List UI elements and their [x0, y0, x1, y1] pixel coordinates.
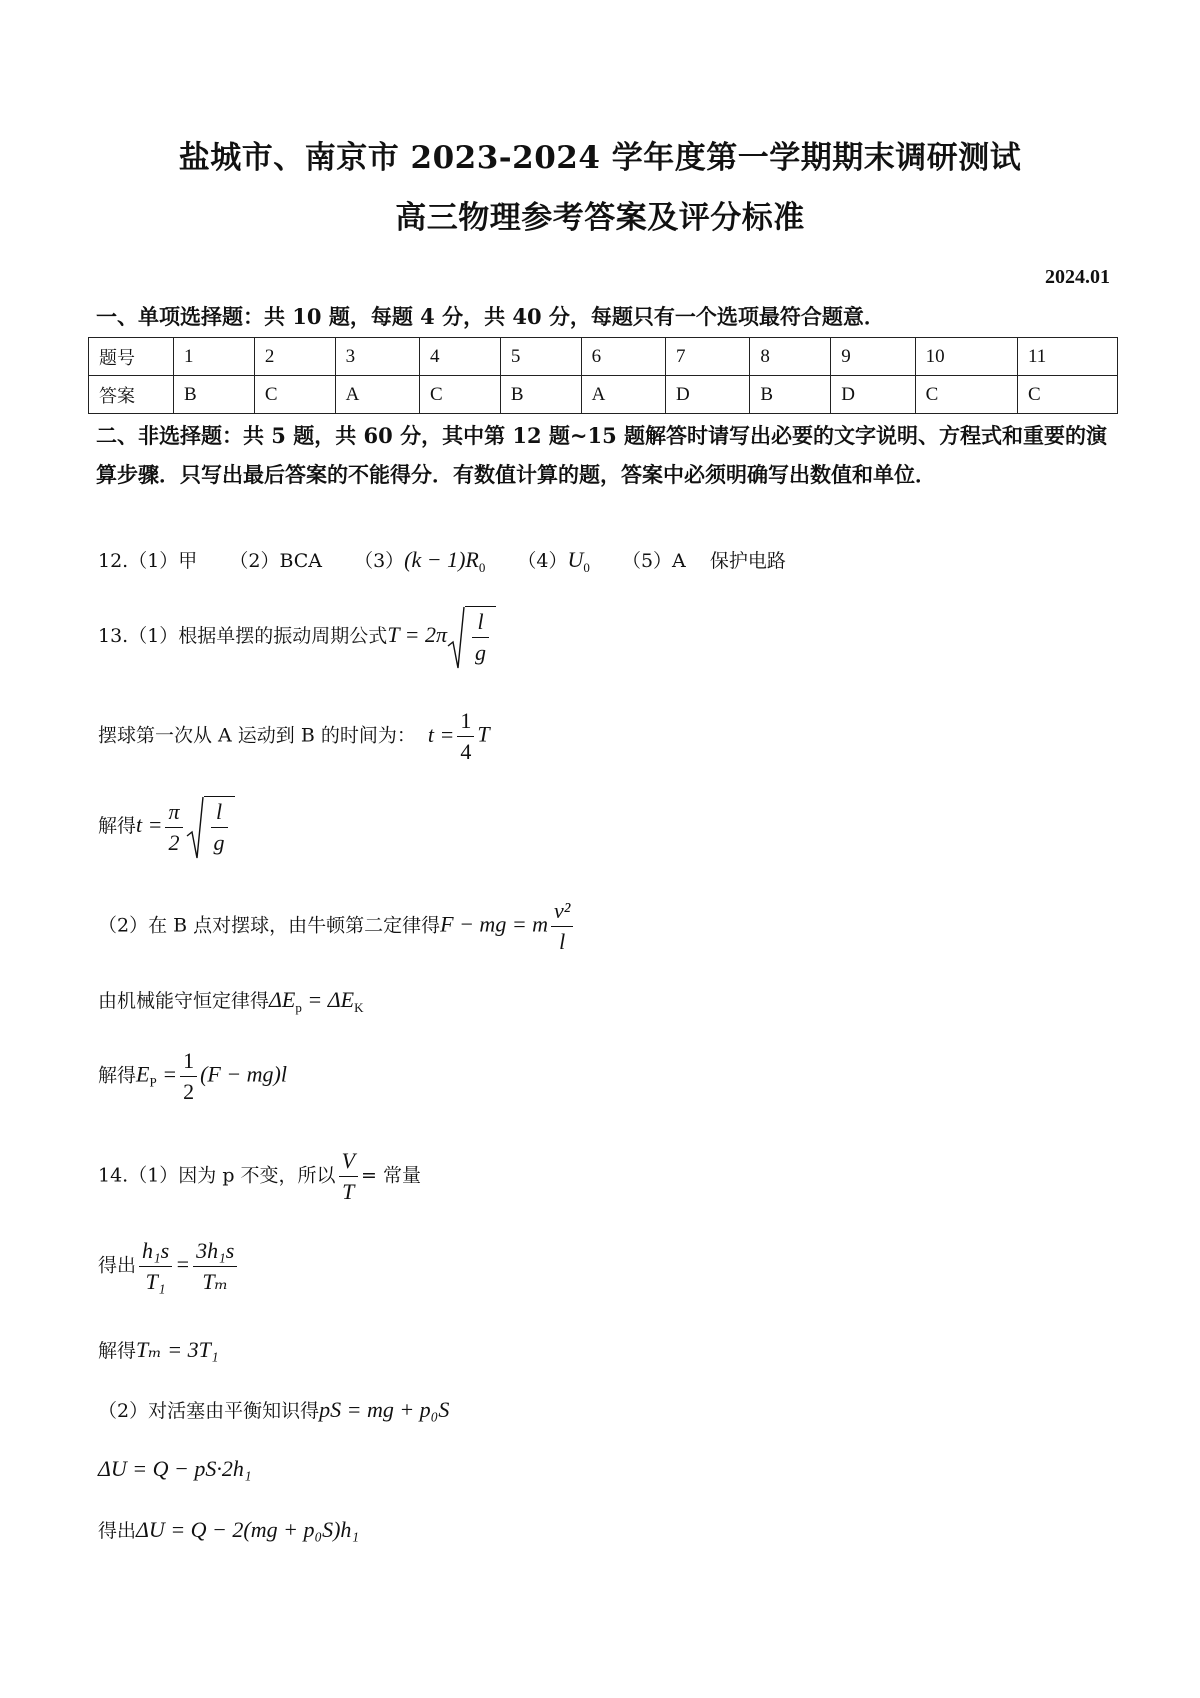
table-cell: A [335, 376, 419, 414]
table-cell: 3 [335, 338, 419, 376]
q14-line1-num: V [339, 1146, 358, 1177]
q12-part3-math: (k − 1)R [404, 547, 479, 572]
row-label-numbers: 题号 [89, 338, 174, 376]
page-title: 盐城市、南京市 2023-2024 学年度第一学期期末调研测试 [178, 140, 1022, 176]
row-label-answers: 答案 [89, 376, 174, 414]
q13-line6-text: 解得 [98, 1064, 137, 1087]
q13-line3-sqrt-num: l [211, 797, 228, 828]
q12-part1: 12.（1）甲 [98, 550, 198, 572]
q14-line3 [98, 1336, 218, 1363]
q13-line6-sub: P [149, 1074, 157, 1090]
table-cell: 4 [420, 338, 501, 376]
q13-line2 [98, 706, 490, 767]
q14-line3-text: 解得 [98, 1340, 137, 1362]
q13-line1-text: 13.（1）根据单摆的振动周期公式 [98, 625, 388, 647]
q14-line3-math: Tₘ = 3T₁ [136, 1337, 219, 1362]
page-subtitle: 高三物理参考答案及评分标准 [395, 200, 805, 236]
table-cell: 5 [500, 338, 581, 376]
sqrt-symbol [186, 796, 235, 858]
q13-line4 [98, 896, 576, 957]
q13-line1-den: g [475, 640, 487, 665]
q14-line2-den1: T₁ [145, 1269, 166, 1294]
q13-line2-num: 1 [457, 706, 474, 737]
q13-line1-num: l [472, 607, 489, 638]
table-cell: 1 [174, 338, 255, 376]
q13-line6-den: 2 [183, 1079, 195, 1104]
table-cell: 10 [915, 338, 1017, 376]
q13-line3-math: t = [136, 812, 163, 837]
q13-line3 [98, 796, 235, 858]
q14-line6-math: ΔU = Q − 2(mg + p₀S)h₁ [136, 1517, 360, 1542]
table-cell: C [420, 376, 501, 414]
table-cell: 2 [254, 338, 335, 376]
q12-part4-math: U [567, 547, 584, 572]
q13-line6 [98, 1046, 287, 1107]
q13-line3-den: 2 [168, 829, 180, 855]
q12-part3: （3） [354, 550, 405, 572]
q13-line5-sub1: p [295, 1000, 302, 1015]
q14-line2-text: 得出 [98, 1254, 137, 1277]
table-cell: C [254, 376, 335, 414]
q12-part3-subscript: 0 [478, 560, 486, 575]
q13-line3-num: π [165, 797, 182, 828]
q14-line6 [98, 1516, 359, 1543]
q14-line4-text: （2）对活塞由平衡知识得 [98, 1400, 320, 1422]
q13-line1-math: T = 2π [387, 622, 448, 647]
q13-line5 [98, 986, 363, 1016]
table-cell: C [915, 376, 1017, 414]
q14-line2 [98, 1236, 240, 1297]
q13-line4-den: l [559, 929, 566, 954]
q13-line5-math: ΔE [269, 987, 296, 1012]
q13-line2-den: 4 [460, 739, 472, 764]
q12-part2: （2）BCA [229, 550, 323, 572]
q13-line2-tail: T [477, 721, 490, 747]
q14-line1-den: T [342, 1179, 355, 1204]
q13-line4-text: （2）在 B 点对摆球，由牛顿第二定律得 [98, 914, 441, 937]
q14-line5 [98, 1456, 252, 1482]
q13-line3-text: 解得 [98, 815, 137, 837]
section1-heading: 一、单项选择题：共 10 题，每题 4 分，共 40 分，每题只有一个选项最符合题意． [96, 304, 885, 329]
q14-line1-text: 14.（1）因为 p 不变，所以 [98, 1164, 336, 1187]
table-cell: B [174, 376, 255, 414]
table-cell: C [1017, 376, 1117, 414]
q14-line2-num1: h₁s [139, 1236, 172, 1267]
q13-line6-num: 1 [180, 1046, 197, 1077]
q12-part5: （5）A [621, 550, 686, 572]
q13-line6-math: E [136, 1061, 150, 1087]
q13-line3-sqrt-den: g [213, 830, 225, 855]
table-cell: 6 [581, 338, 665, 376]
table-cell: B [750, 376, 831, 414]
q13-line2-text: 摆球第一次从 A 运动到 B 的时间为： [98, 724, 416, 747]
q13-line5-sub2: K [354, 1000, 364, 1015]
q13-line1 [98, 606, 496, 668]
q12-part4-subscript: 0 [583, 560, 590, 575]
q14-line4-math: pS = mg + p₀S [319, 1397, 450, 1422]
sqrt-symbol [447, 606, 496, 668]
answer-table [88, 337, 1118, 414]
q14-line2-eq: = [175, 1251, 191, 1277]
section2-heading: 二、非选择题：共 5 题，共 60 分，其中第 12 题~15 题解答时请写出必要的文字说明、方程式和重要的演算步骤．只写出最后答案的不能得分．有数值计算的题，答案中必须明确写出数值和单位． [96, 423, 1108, 487]
q12-answer-line [98, 546, 786, 576]
q14-line6-text: 得出 [98, 1520, 137, 1542]
table-cell: D [831, 376, 915, 414]
q13-line5-mid: = ΔE [301, 987, 355, 1012]
q14-line4 [98, 1396, 449, 1423]
q13-line2-math: t = [427, 721, 455, 747]
table-cell: 9 [831, 338, 915, 376]
q14-line2-den2: Tₘ [202, 1269, 229, 1294]
q14-line5-math: ΔU = Q − pS·2h₁ [98, 1456, 252, 1481]
q14-line1-tail: = 常量 [361, 1164, 421, 1187]
table-row-answers [89, 376, 1118, 414]
table-cell: D [666, 376, 750, 414]
table-cell: 7 [666, 338, 750, 376]
q13-line4-num: v² [551, 896, 573, 927]
q14-line2-num2: 3h₁s [193, 1236, 237, 1267]
document-date: 2024.01 [1045, 266, 1110, 288]
table-cell: A [581, 376, 665, 414]
table-row-numbers [89, 338, 1118, 376]
table-cell: 8 [750, 338, 831, 376]
table-cell: B [500, 376, 581, 414]
q13-line5-text: 由机械能守恒定律得 [98, 990, 270, 1012]
q13-line4-math: F − mg = m [440, 911, 549, 937]
q13-line6-tail: (F − mg)l [200, 1061, 287, 1087]
q12-part5-extra: 保护电路 [709, 550, 786, 572]
table-cell: 11 [1017, 338, 1117, 376]
q13-line6-eq: = [156, 1061, 178, 1087]
q14-line1 [98, 1146, 421, 1207]
q12-part4: （4） [517, 550, 568, 572]
